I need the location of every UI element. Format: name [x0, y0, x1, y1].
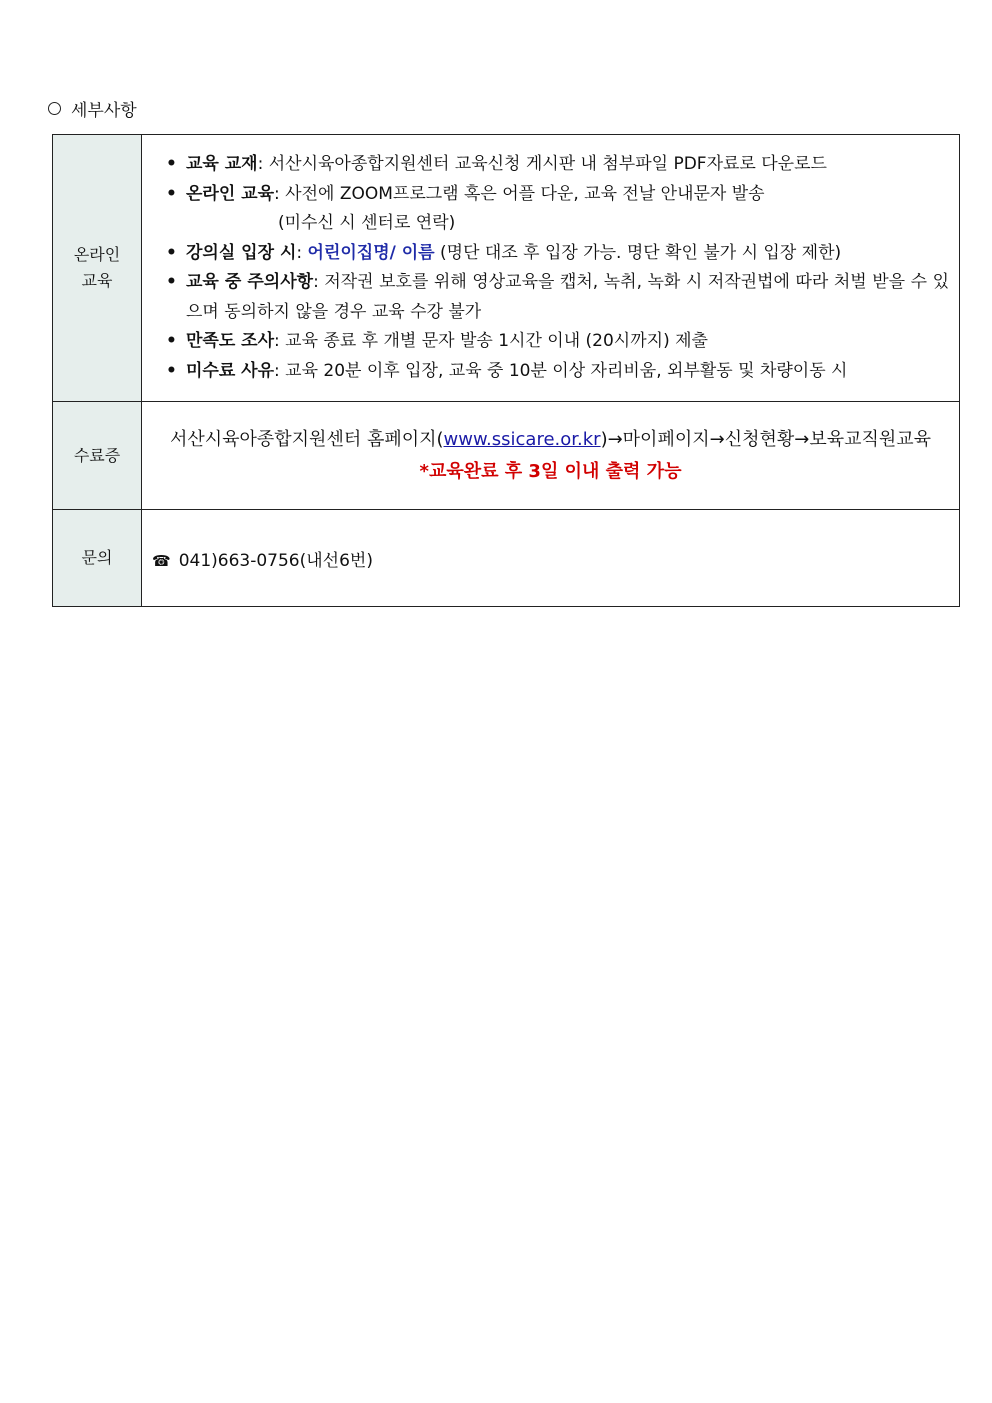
item-title: 교육 중 주의사항 [186, 272, 314, 292]
item-title: 온라인 교육 [186, 183, 275, 204]
online-label-line1: 온라인 [73, 245, 121, 264]
contact-phone: 041)663-0756(내선6번) [178, 550, 373, 571]
certificate-suffix: )→마이페이지→신청현황→보육교직원교육 [600, 428, 932, 450]
item-title: 미수료 사유 [186, 360, 275, 381]
contact-content-cell [142, 510, 960, 607]
item-highlight: 어린이집명/ 이름 [307, 242, 435, 263]
bullet-icon: • [166, 183, 177, 204]
item-text: : 사전에 ZOOM프로그램 혹은 어플 다운, 교육 전날 안내문자 발송 [274, 183, 765, 204]
certificate-prefix: 서산시육아종합지원센터 홈페이지( [169, 428, 444, 450]
section-heading-text: 세부사항 [71, 101, 137, 121]
online-label-line2: 교육 [81, 271, 113, 290]
list-item [166, 180, 949, 239]
certificate-content-cell [142, 402, 960, 510]
item-title: 교육 교재 [186, 154, 258, 174]
item-title: 만족도 조사 [186, 331, 275, 351]
homepage-link[interactable]: www.ssicare.or.kr [443, 428, 601, 450]
contact-label: 문의 [81, 548, 113, 567]
certificate-note: *교육완료 후 3일 이내 출력 가능 [419, 460, 682, 482]
certificate-path [142, 424, 959, 456]
bullet-icon: • [166, 360, 177, 381]
table-row-contact [53, 510, 960, 607]
list-item [166, 239, 949, 269]
certificate-label-cell [53, 402, 142, 510]
item-text: : 저작권 보호를 위해 영상교육을 캡처, 녹취, 녹화 시 저작권법에 따라 처벌 받을 수 있으며 동의하지 않을 경우 교육 수강 불가 [186, 272, 949, 322]
section-heading [48, 96, 137, 121]
details-table [52, 134, 960, 607]
list-item [166, 327, 949, 357]
list-item [166, 150, 949, 180]
item-text: : 서산시육아종합지원센터 교육신청 게시판 내 첨부파일 PDF자료로 다운로드 [257, 154, 827, 174]
item-text: : 교육 종료 후 개별 문자 발송 1시간 이내 (20시까지) 제출 [274, 331, 708, 351]
bullet-icon: • [166, 154, 177, 174]
contact-label-cell [53, 510, 142, 607]
item-text: : 교육 20분 이후 입장, 교육 중 10분 이상 자리비움, 외부활동 및 차량이동 시 [274, 360, 848, 381]
list-item [166, 268, 949, 327]
bullet-icon: • [166, 242, 177, 263]
item-subtext: (미수신 시 센터로 연락) [278, 213, 456, 233]
phone-icon: ☎ [152, 551, 171, 570]
circle-bullet-icon [48, 102, 61, 115]
online-label-cell [53, 135, 142, 402]
certificate-label: 수료증 [73, 445, 121, 465]
table-row-certificate [53, 402, 960, 510]
bullet-icon: • [166, 272, 177, 292]
item-colon: : [296, 242, 308, 263]
bullet-icon: • [166, 331, 177, 351]
list-item [166, 357, 949, 387]
online-content-cell [142, 135, 960, 402]
table-row-online [53, 135, 960, 402]
online-bullet-list [142, 136, 959, 400]
item-title: 강의실 입장 시 [186, 242, 297, 263]
item-text: (명단 대조 후 입장 가능. 명단 확인 불가 시 입장 제한) [434, 242, 842, 263]
